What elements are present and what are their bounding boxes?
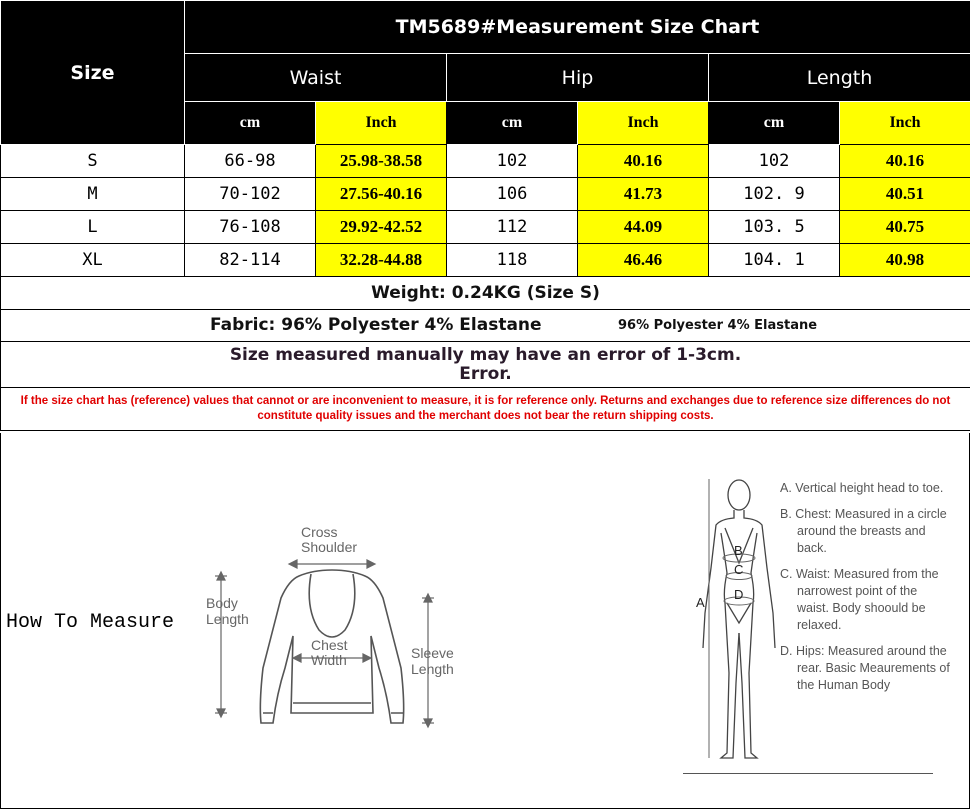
hip-group-header: Hip [447,54,709,102]
error-note-line-2: Error. [459,363,512,384]
size-column-header: Size [1,1,185,145]
note-hips: D. Hips: Measured around the rear. Basic Meaurements of the Human Body [780,644,950,692]
waist-inch-cell: 32.28-44.88 [316,244,447,277]
body-length-label-2: Length [206,611,249,627]
chest-width-label-2: Width [311,652,347,668]
length-inch-cell: 40.75 [840,211,970,244]
garment-measure-diagram [201,518,471,748]
marker-d: D [734,587,744,602]
waist-group-header: Waist [185,54,447,102]
waist-cm-cell: 82-114 [185,244,316,277]
sleeve-length-label-1: Sleeve [411,645,454,661]
fabric-note: Fabric: 96% Polyester 4% Elastane [210,315,542,335]
hip-cm-cell: 112 [447,211,578,244]
hip-inch-cell: 44.09 [578,211,709,244]
table-row [1,211,970,244]
hip-inch-cell: 41.73 [578,178,709,211]
waist-cm-cell: 76-108 [185,211,316,244]
table-row [1,178,970,211]
table-row [1,244,970,277]
hip-cm-cell: 106 [447,178,578,211]
disclaimer-text: If the size chart has (reference) values that cannot or are inconvenient to measure, it is for reference only. Returns and exchanges due to reference size differences do not constitute quality issues and the merchant does not bear the return shipping costs. [1,388,970,431]
length-cm-header: cm [709,102,840,145]
table-row [1,145,970,178]
fabric-repeat-note: 96% Polyester 4% Elastane [618,318,818,333]
chest-width-label-1: Chest [311,637,348,653]
hip-inch-cell: 46.46 [578,244,709,277]
fabric-row [1,310,970,342]
size-cell: XL [1,244,185,277]
error-note [1,342,970,388]
length-group-header: Length [709,54,970,102]
hip-inch-cell: 40.16 [578,145,709,178]
waist-cm-header: cm [185,102,316,145]
note-vertical-height: A. Vertical height head to toe. [780,481,944,495]
length-inch-cell: 40.51 [840,178,970,211]
length-cm-cell: 102 [709,145,840,178]
length-inch-header: Inch [840,102,970,145]
length-cm-cell: 104. 1 [709,244,840,277]
error-note-line-1: Size measured manually may have an error of 1-3cm. [229,344,742,365]
length-inch-cell: 40.98 [840,244,970,277]
marker-b: B [734,543,743,558]
size-cell: M [1,178,185,211]
how-to-measure-label: How To Measure [6,611,175,634]
hip-inch-header: Inch [578,102,709,145]
cross-shoulder-label-2: Shoulder [301,539,358,555]
length-cm-cell: 103. 5 [709,211,840,244]
body-measure-notes [780,480,950,703]
marker-a: A [696,595,705,610]
waist-inch-cell: 29.92-42.52 [316,211,447,244]
chart-title: TM5689#Measurement Size Chart [185,1,970,54]
human-body-figure [691,473,791,778]
waist-inch-cell: 27.56-40.16 [316,178,447,211]
marker-c: C [734,562,744,577]
hip-cm-cell: 102 [447,145,578,178]
body-length-label-1: Body [206,595,238,611]
figure-baseline [683,773,933,774]
length-cm-cell: 102. 9 [709,178,840,211]
note-waist: C. Waist: Measured from the narrowest point of the waist. Body shoould be relaxed. [780,567,939,632]
sleeve-length-label-2: Length [411,661,454,677]
note-chest: B. Chest: Measured in a circle around the breasts and back. [780,507,947,555]
body-outline [703,480,775,758]
waist-inch-header: Inch [316,102,447,145]
size-cell: S [1,145,185,178]
hip-cm-cell: 118 [447,244,578,277]
waist-cm-cell: 70-102 [185,178,316,211]
weight-note: Weight: 0.24KG (Size S) [1,277,970,310]
waist-inch-cell: 25.98-38.58 [316,145,447,178]
length-inch-cell: 40.16 [840,145,970,178]
hip-cm-header: cm [447,102,578,145]
cross-shoulder-label-1: Cross [301,524,338,540]
how-to-measure-panel [0,433,970,809]
size-cell: L [1,211,185,244]
waist-cm-cell: 66-98 [185,145,316,178]
